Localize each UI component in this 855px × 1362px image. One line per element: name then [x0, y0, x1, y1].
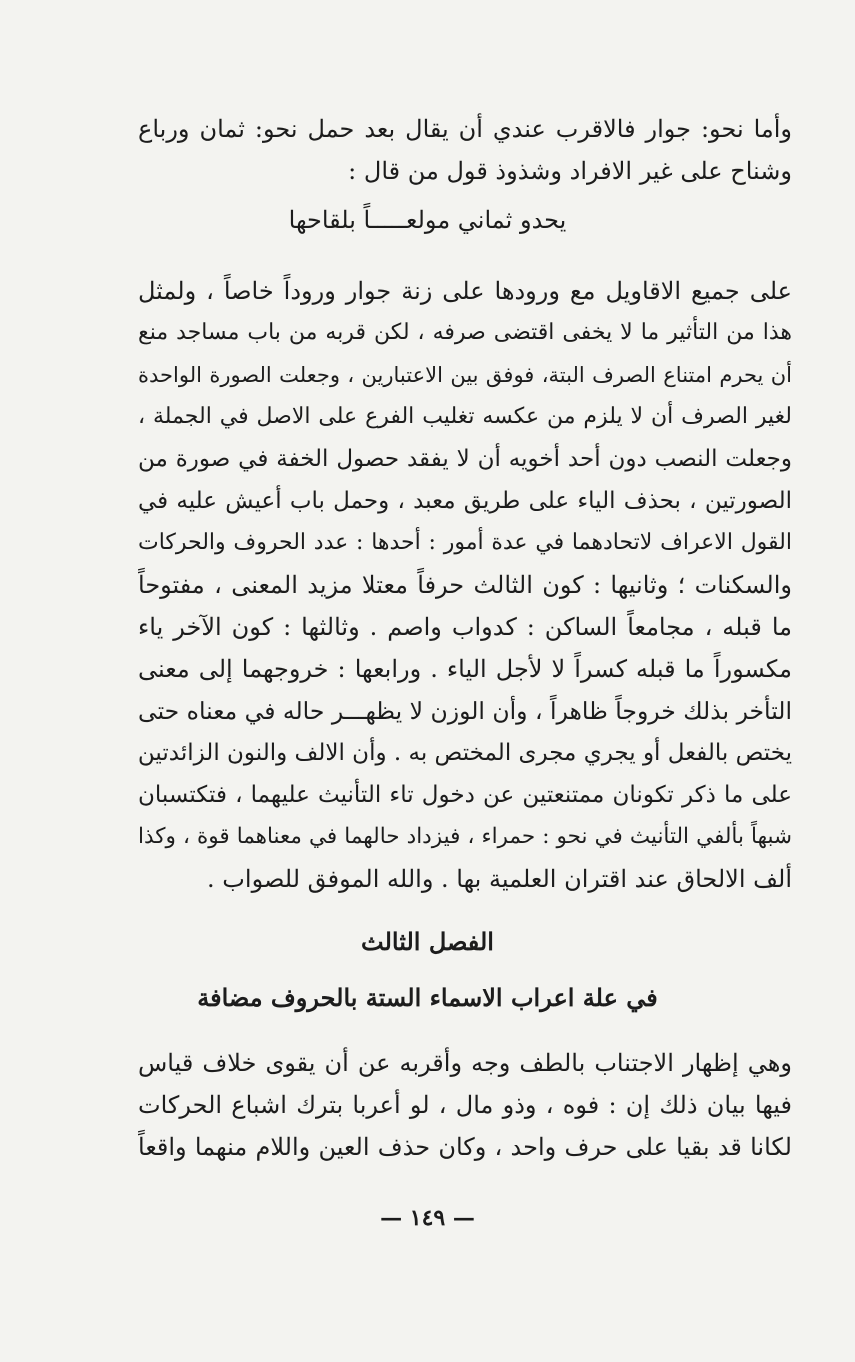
- text-line: ألف الالحاق عند اقتران العلمية بها . والله الموفق للصواب .: [207, 865, 792, 893]
- text-line: الصورتين ، بحذف الياء على طريق معبد ، وحمل باب أعيش عليه في: [138, 488, 792, 514]
- text-line: أن يحرم امتناع الصرف البتة، فوفق بين الاعتبارين ، وجعلت الصورة الواحدة: [138, 363, 792, 387]
- poetry-verse: يحدو ثماني مولعـــــاً بلقاحها: [288, 206, 567, 234]
- text-line: والسكنات ؛ وثانيها : كون الثالث حرفاً معتلا مزيد المعنى ، مفتوحاً: [138, 571, 792, 599]
- text-line: يختص بالفعل أو يجري مجرى المختص به . وأن الالف والنون الزائدتين: [138, 740, 792, 766]
- section-title: الفصل الثالث: [361, 927, 494, 956]
- text-line: شبهاً بألفي التأنيث في نحو : حمراء ، فيزداد حالهما في معناهما قوة ، وكذا: [138, 824, 792, 849]
- paragraph-1: [138, 108, 792, 192]
- section-subtitle: في علة اعراب الاسماء الستة بالحروف مضافة: [197, 983, 658, 1012]
- text-line: هذا من التأثير ما لا يخفى اقتضى صرفه ، لكن قربه من باب مساجد منع: [138, 320, 792, 345]
- text-line: وأما نحو: جوار فالاقرب عندي أن يقال بعد حمل نحو: ثمان ورباع: [138, 115, 792, 143]
- page-number: — ١٤٩ —: [380, 1205, 475, 1231]
- text-line: وهي إظهار الاجتناب بالطف وجه وأقربه عن أن يقوى خلاف قياس: [138, 1049, 792, 1077]
- text-line: وشناح على غير الافراد وشذوذ قول من قال :: [348, 157, 792, 185]
- text-line: على جميع الاقاويل مع ورودها على زنة جوار وروداً خاصاً ، ولمثل: [138, 277, 792, 305]
- text-line: على ما ذكر تكونان ممتنعتين عن دخول تاء التأنيث عليهما ، فتكتسبان: [138, 782, 792, 808]
- text-line: القول الاعراف لاتحادهما في عدة أمور : أحدها : عدد الحروف والحركات: [138, 530, 792, 555]
- text-line: فيها بيان ذلك إن : فوه ، وذو مال ، لو أعربا بترك اشباع الحركات: [138, 1091, 792, 1119]
- text-line: وجعلت النصب دون أحد أخويه أن لا يفقد حصول الخفة في صورة من: [138, 446, 792, 472]
- text-line: التأخر بذلك خروجاً ظاهراً ، وأن الوزن لا يظهـــر حاله في معناه حتى: [138, 697, 792, 725]
- text-line: ما قبله ، مجامعاً الساكن : كدواب واصم . وثالثها : كون الآخر ياء: [138, 613, 792, 641]
- text-line: مكسوراً ما قبله كسراً لا لأجل الياء . ورابعها : خروجهما إلى معنى: [138, 655, 792, 683]
- paragraph-3: [138, 1042, 792, 1168]
- text-line: لغير الصرف أن لا يلزم من عكسه تغليب الفرع على الاصل في الجملة ،: [138, 404, 792, 429]
- text-line: لكانا قد بقيا على حرف واحد ، وكان حذف العين واللام منهما واقعاً: [138, 1133, 792, 1161]
- paragraph-2: [138, 270, 792, 900]
